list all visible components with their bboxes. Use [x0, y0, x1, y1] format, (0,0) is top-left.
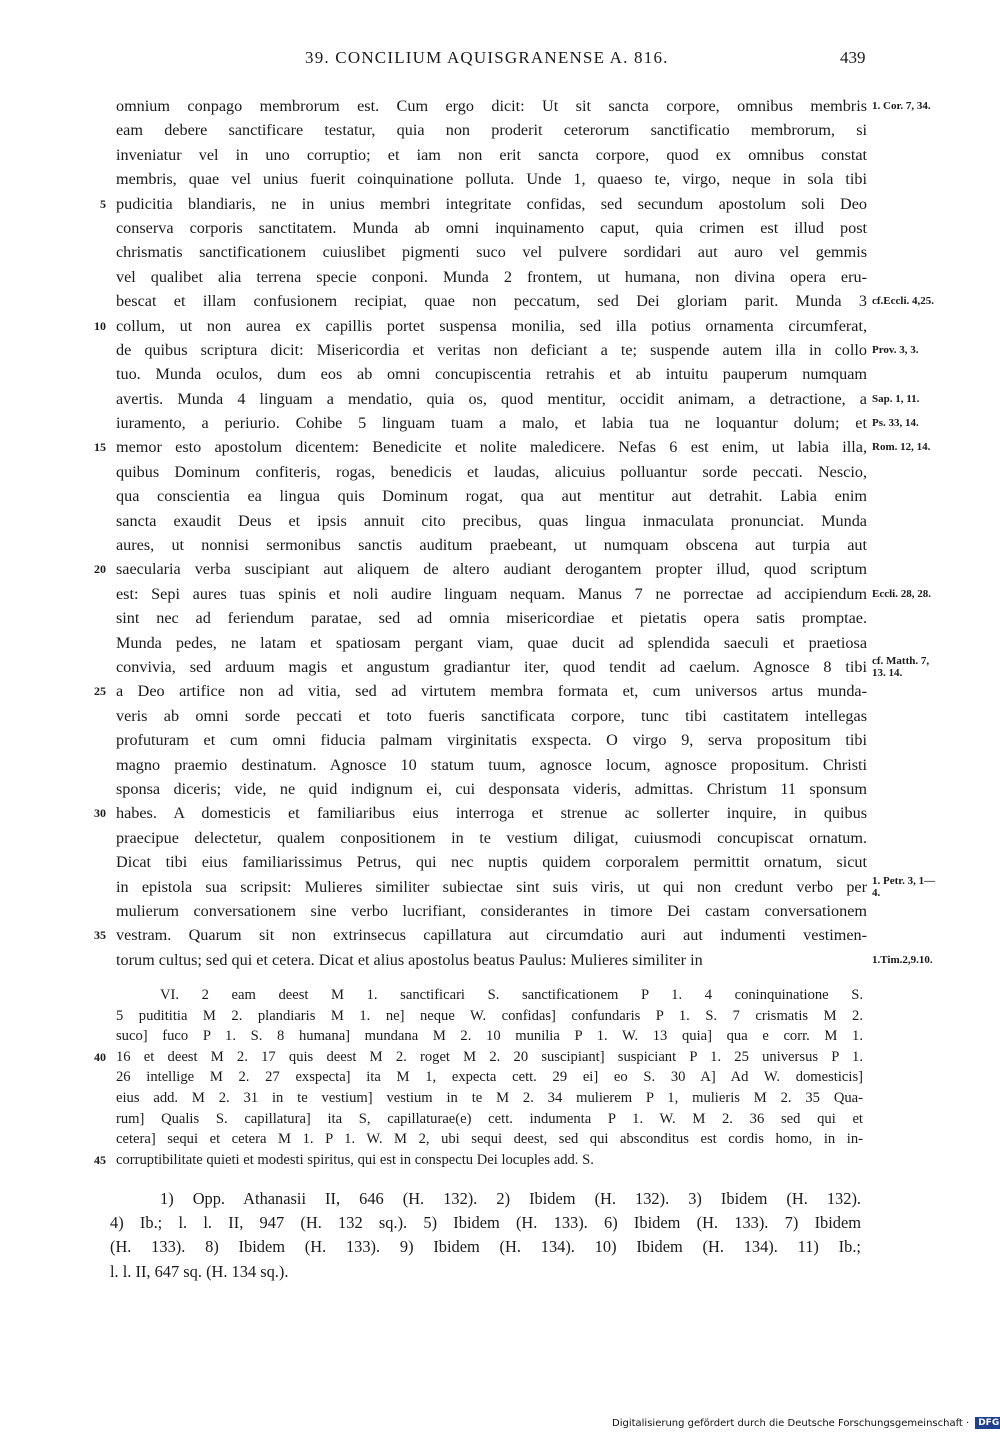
line-number: 20	[94, 562, 106, 577]
line-text: inveniatur vel in uno corruptio; et iam non erit sancta corpore, quod ex omnibus constat	[116, 145, 867, 164]
text-line	[0, 118, 1000, 142]
text-line	[0, 948, 1000, 972]
text-line	[0, 557, 1000, 581]
apparatus-text: cetera] sequi et cetera M 1. P 1. W. M 2, ubi sequi deest, sed qui absconditus est cordis homo, in in-	[116, 1131, 863, 1148]
text-line	[0, 704, 1000, 728]
text-line	[0, 875, 1000, 899]
line-text: in epistola sua scripsit: Mulieres similiter subiectae sint suis viris, ut qui non credunt verbo per	[116, 877, 867, 896]
line-text: habes. A domesticis et familiaribus eius interroga et strenue ac sollerter inquire, in quibus	[116, 804, 867, 823]
line-text: pudicitia blandiaris, ne in unius membri integritate confidas, sed secundum apostolum soli Deo	[116, 194, 867, 213]
margin-reference: Sap. 1, 11.	[872, 392, 920, 405]
line-text: qua conscientia ea lingua quis Dominum rogat, qua aut mentitur aut detrahit. Labia enim	[116, 487, 867, 506]
apparatus-text: 5 pudititia M 2. plandiaris M 1. ne] neque W. confidas] confundaris P 1. S. 7 crismatis M 2.	[116, 1007, 863, 1024]
line-text: a Deo artifice non ad vitia, sed ad virtutem membra formata et, cum universos artus munda-	[116, 682, 867, 701]
running-title: 39. CONCILIUM AQUISGRANENSE A. 816.	[305, 48, 669, 67]
text-line	[0, 338, 1000, 362]
line-text: eam debere sanctificare testatur, quia non proderit ceterorum sanctificatio membrorum, si	[116, 121, 867, 140]
text-line	[0, 289, 1000, 313]
apparatus-line	[0, 1150, 1000, 1171]
line-text: saecularia verba suscipiant aut aliquem de altero audiant derogantem propter illud, quod scriptum	[116, 560, 867, 579]
apparatus-line	[0, 1006, 1000, 1027]
line-number: 25	[94, 684, 106, 699]
line-text: de quibus scriptura dicit: Misericordia et veritas non deficiant a te; suspende autem illa in collo	[116, 340, 867, 359]
line-text: avertis. Munda 4 linguam a mendatio, quia os, quod mentitur, occidit animam, a detractione, a	[116, 389, 867, 408]
line-number: 35	[94, 928, 106, 943]
text-line	[0, 753, 1000, 777]
footnote-line	[0, 1187, 1000, 1211]
line-text: sint nec ad feriendum paratae, sed ad omnia misericordiae et pietatis opera satis promptae.	[116, 609, 867, 628]
text-line	[0, 484, 1000, 508]
critical-apparatus	[0, 985, 1000, 1170]
line-text: omnium conpago membrorum est. Cum ergo dicit: Ut sit sancta corpore, omnibus membris	[116, 97, 867, 115]
text-line	[0, 826, 1000, 850]
line-text: veris ab omni sorde peccati et toto fueris sanctificata corpore, tunc tibi castitatem intellegas	[116, 706, 867, 725]
footnote-line	[0, 1235, 1000, 1259]
line-number: 10	[94, 318, 106, 333]
footnote-line	[0, 1260, 1000, 1284]
text-line	[0, 265, 1000, 289]
margin-reference: Eccli. 28, 28.	[872, 587, 931, 600]
line-text: sponsa diceris; vide, ne quid indignum ei, cui desponsata videris, admittas. Christum 11 sponsum	[116, 779, 867, 798]
line-text: vestram. Quarum sit non extrinsecus capillatura aut circumdatio auri aut indumenti vestimen-	[116, 926, 867, 945]
apparatus-text: 26 intellige M 2. 27 exspecta] ita M 1, expecta cett. 29 ei] eo S. 30 A] Ad W. domesticis]	[116, 1069, 863, 1086]
line-text: est: Sepi aures tuas spinis et noli audire linguam nequam. Manus 7 ne porrectae ad accipiendum	[116, 584, 867, 603]
text-line	[0, 435, 1000, 459]
line-number: 15	[94, 440, 106, 455]
line-number: 45	[94, 1152, 106, 1167]
line-text: praecipue delectetur, qualem conpositionem in te vestium diligat, cuiusmodi concupiscat ornatum.	[116, 828, 867, 847]
text-line	[0, 94, 1000, 118]
apparatus-line	[0, 1109, 1000, 1130]
line-text: tuo. Munda oculos, dum eos ab omni concupiscentia retrahis et ab intuitu pauperum numquam	[116, 365, 867, 384]
text-line	[0, 240, 1000, 264]
text-line	[0, 850, 1000, 874]
apparatus-text: eius add. M 2. 31 in te vestium] vestium in te M 2. 34 mulierem P 1, mulieris M 2. 35 Qua-	[116, 1089, 863, 1106]
text-line	[0, 192, 1000, 216]
line-text: collum, ut non aurea ex capillis portet suspensa monilia, sed illa potius ornamenta circumferat,	[116, 316, 867, 335]
line-number: 40	[94, 1049, 106, 1064]
footnote-text: 1) Opp. Athanasii II, 646 (H. 132). 2) Ibidem (H. 132). 3) Ibidem (H. 132).	[160, 1189, 861, 1208]
line-number: 30	[94, 806, 106, 821]
footnotes	[0, 1187, 1000, 1284]
text-line	[0, 777, 1000, 801]
text-line	[0, 582, 1000, 606]
text-line	[0, 923, 1000, 947]
line-text: aures, ut nonnisi sermonibus sanctis auditum praebeant, ut numquam obscena aut turpia aut	[116, 536, 867, 555]
text-line	[0, 509, 1000, 533]
apparatus-text: suco] fuco P 1. S. 8 humana] mundana M 2. 10 munilia P 1. W. 13 quia] qua e corr. M 1.	[116, 1028, 863, 1045]
page-header	[0, 48, 1000, 72]
text-line	[0, 655, 1000, 679]
footnote-text: (H. 133). 8) Ibidem (H. 133). 9) Ibidem (H. 134). 10) Ibidem (H. 134). 11) Ib.;	[110, 1237, 861, 1257]
line-text: iuramento, a periurio. Cohibe 5 linguam tuam a malo, et labia tua ne loquantur dolum; et	[116, 414, 867, 433]
text-line	[0, 167, 1000, 191]
line-text: sancta exaudit Deus et ipsis annuit cito precibus, quas lingua inmaculata pronunciat. Munda	[116, 511, 867, 530]
digitization-footer	[612, 1417, 1000, 1429]
apparatus-line	[0, 1067, 1000, 1088]
line-text: profuturam et cum omni fiducia palmam virginitatis exspecta. O virgo 9, serva propositum tibi	[116, 731, 867, 750]
line-text: convivia, sed arduum magis et angustum gradiantur iter, quod tendit ad caelum. Agnosce 8 tibi	[116, 657, 867, 676]
footnote-text: l. l. II, 647 sq. (H. 134 sq.).	[110, 1261, 289, 1281]
margin-reference: Prov. 3, 3.	[872, 343, 919, 356]
apparatus-line	[0, 1129, 1000, 1150]
text-line	[0, 387, 1000, 411]
text-line	[0, 679, 1000, 703]
apparatus-text: rum] Qualis S. capillatura] ita S, capillaturae(e) cett. indumenta P 1. W. M 2. 36 sed qui et	[116, 1110, 863, 1127]
line-text: Munda pedes, ne latam et spatiosam pergant viam, quae ducit ad splendida saeculi et praetiosa	[116, 633, 867, 652]
margin-reference: 1.Tim.2,9.10.	[872, 953, 933, 966]
line-text: membris, quae vel unius fuerit coinquinatione polluta. Unde 1, quaeso te, virgo, neque in sola tibi	[116, 170, 867, 189]
line-text: bescat et illam confusionem recipiat, quae non peccatum, sed Dei gloriam parit. Munda 3	[116, 292, 867, 311]
margin-reference: 1. Petr. 3, 1—4.	[872, 874, 936, 899]
line-text: conserva corporis sanctitatem. Munda ab omni inquinamento caput, quia crimen est illud post	[116, 218, 867, 237]
main-text	[0, 94, 1000, 972]
apparatus-line	[0, 1026, 1000, 1047]
margin-reference: cf.Eccli. 4,25.	[872, 295, 935, 308]
page-number: 439	[840, 48, 866, 67]
margin-reference: cf. Matth. 7, 13. 14.	[872, 654, 930, 679]
apparatus-line	[0, 1088, 1000, 1109]
margin-reference: 1. Cor. 7, 34.	[872, 100, 931, 112]
line-text: torum cultus; sed qui et cetera. Dicat et alius apostolus beatus Paulus: Mulieres similiter in	[116, 950, 703, 969]
line-number: 5	[100, 196, 106, 211]
line-text: chrismatis sanctificationem cuiuslibet pigmenti suco vel pulvere sordidari aut auro vel gemmis	[116, 243, 867, 262]
text-line	[0, 533, 1000, 557]
text-line	[0, 606, 1000, 630]
apparatus-line	[0, 985, 1000, 1006]
footnote-text: 4) Ib.; l. l. II, 947 (H. 132 sq.). 5) Ibidem (H. 133). 6) Ibidem (H. 133). 7) Ibidem	[110, 1213, 861, 1233]
text-line	[0, 631, 1000, 655]
apparatus-line	[0, 1047, 1000, 1068]
line-text: Dicat tibi eius familiarissimus Petrus, qui nec nuptis quidem corporalem permittit ornatum, sicut	[116, 853, 867, 872]
margin-reference: Ps. 33, 14.	[872, 417, 919, 430]
text-line	[0, 728, 1000, 752]
line-text: vel qualibet alia terrena specie conponi. Munda 2 frontem, ut humana, non divina opera eru-	[116, 267, 867, 286]
apparatus-text: VI. 2 eam deest M 1. sanctificari S. sanctificationem P 1. 4 coninquinatione S.	[160, 987, 863, 1003]
apparatus-text: 16 et deest M 2. 17 quis deest M 2. roget M 2. 20 suscipiant] suspiciant P 1. 25 universus P 1.	[116, 1048, 863, 1065]
text-line	[0, 460, 1000, 484]
footnote-line	[0, 1211, 1000, 1235]
footer-credit: Digitalisierung gefördert durch die Deutsche Forschungsgemeinschaft ·	[612, 1418, 970, 1429]
line-text: quibus Dominum confiteris, rogas, benedicis et laudas, alicuius polluantur sorde peccati. Nescio,	[116, 462, 867, 481]
text-line	[0, 216, 1000, 240]
line-text: memor esto apostolum dicentem: Benedicite et nolite maledicere. Nefas 6 est enim, ut labia illa,	[116, 438, 867, 457]
text-line	[0, 899, 1000, 923]
margin-reference: Rom. 12, 14.	[872, 441, 931, 454]
line-text: mulierum conversationem sine verbo lucrifiant, considerantes in timore Dei castam conversationem	[116, 901, 867, 920]
apparatus-text: corruptibilitate quieti et modesti spiritus, qui est in conspectu Dei locuples add. S.	[116, 1151, 594, 1168]
text-line	[0, 801, 1000, 825]
text-line	[0, 314, 1000, 338]
text-line	[0, 362, 1000, 386]
text-line	[0, 411, 1000, 435]
dfg-logo: DFG	[975, 1417, 1000, 1429]
line-text: magno praemio destinatum. Agnosce 10 statum tuum, agnosce locum, agnosce propositum. Christi	[116, 755, 867, 774]
text-line	[0, 143, 1000, 167]
